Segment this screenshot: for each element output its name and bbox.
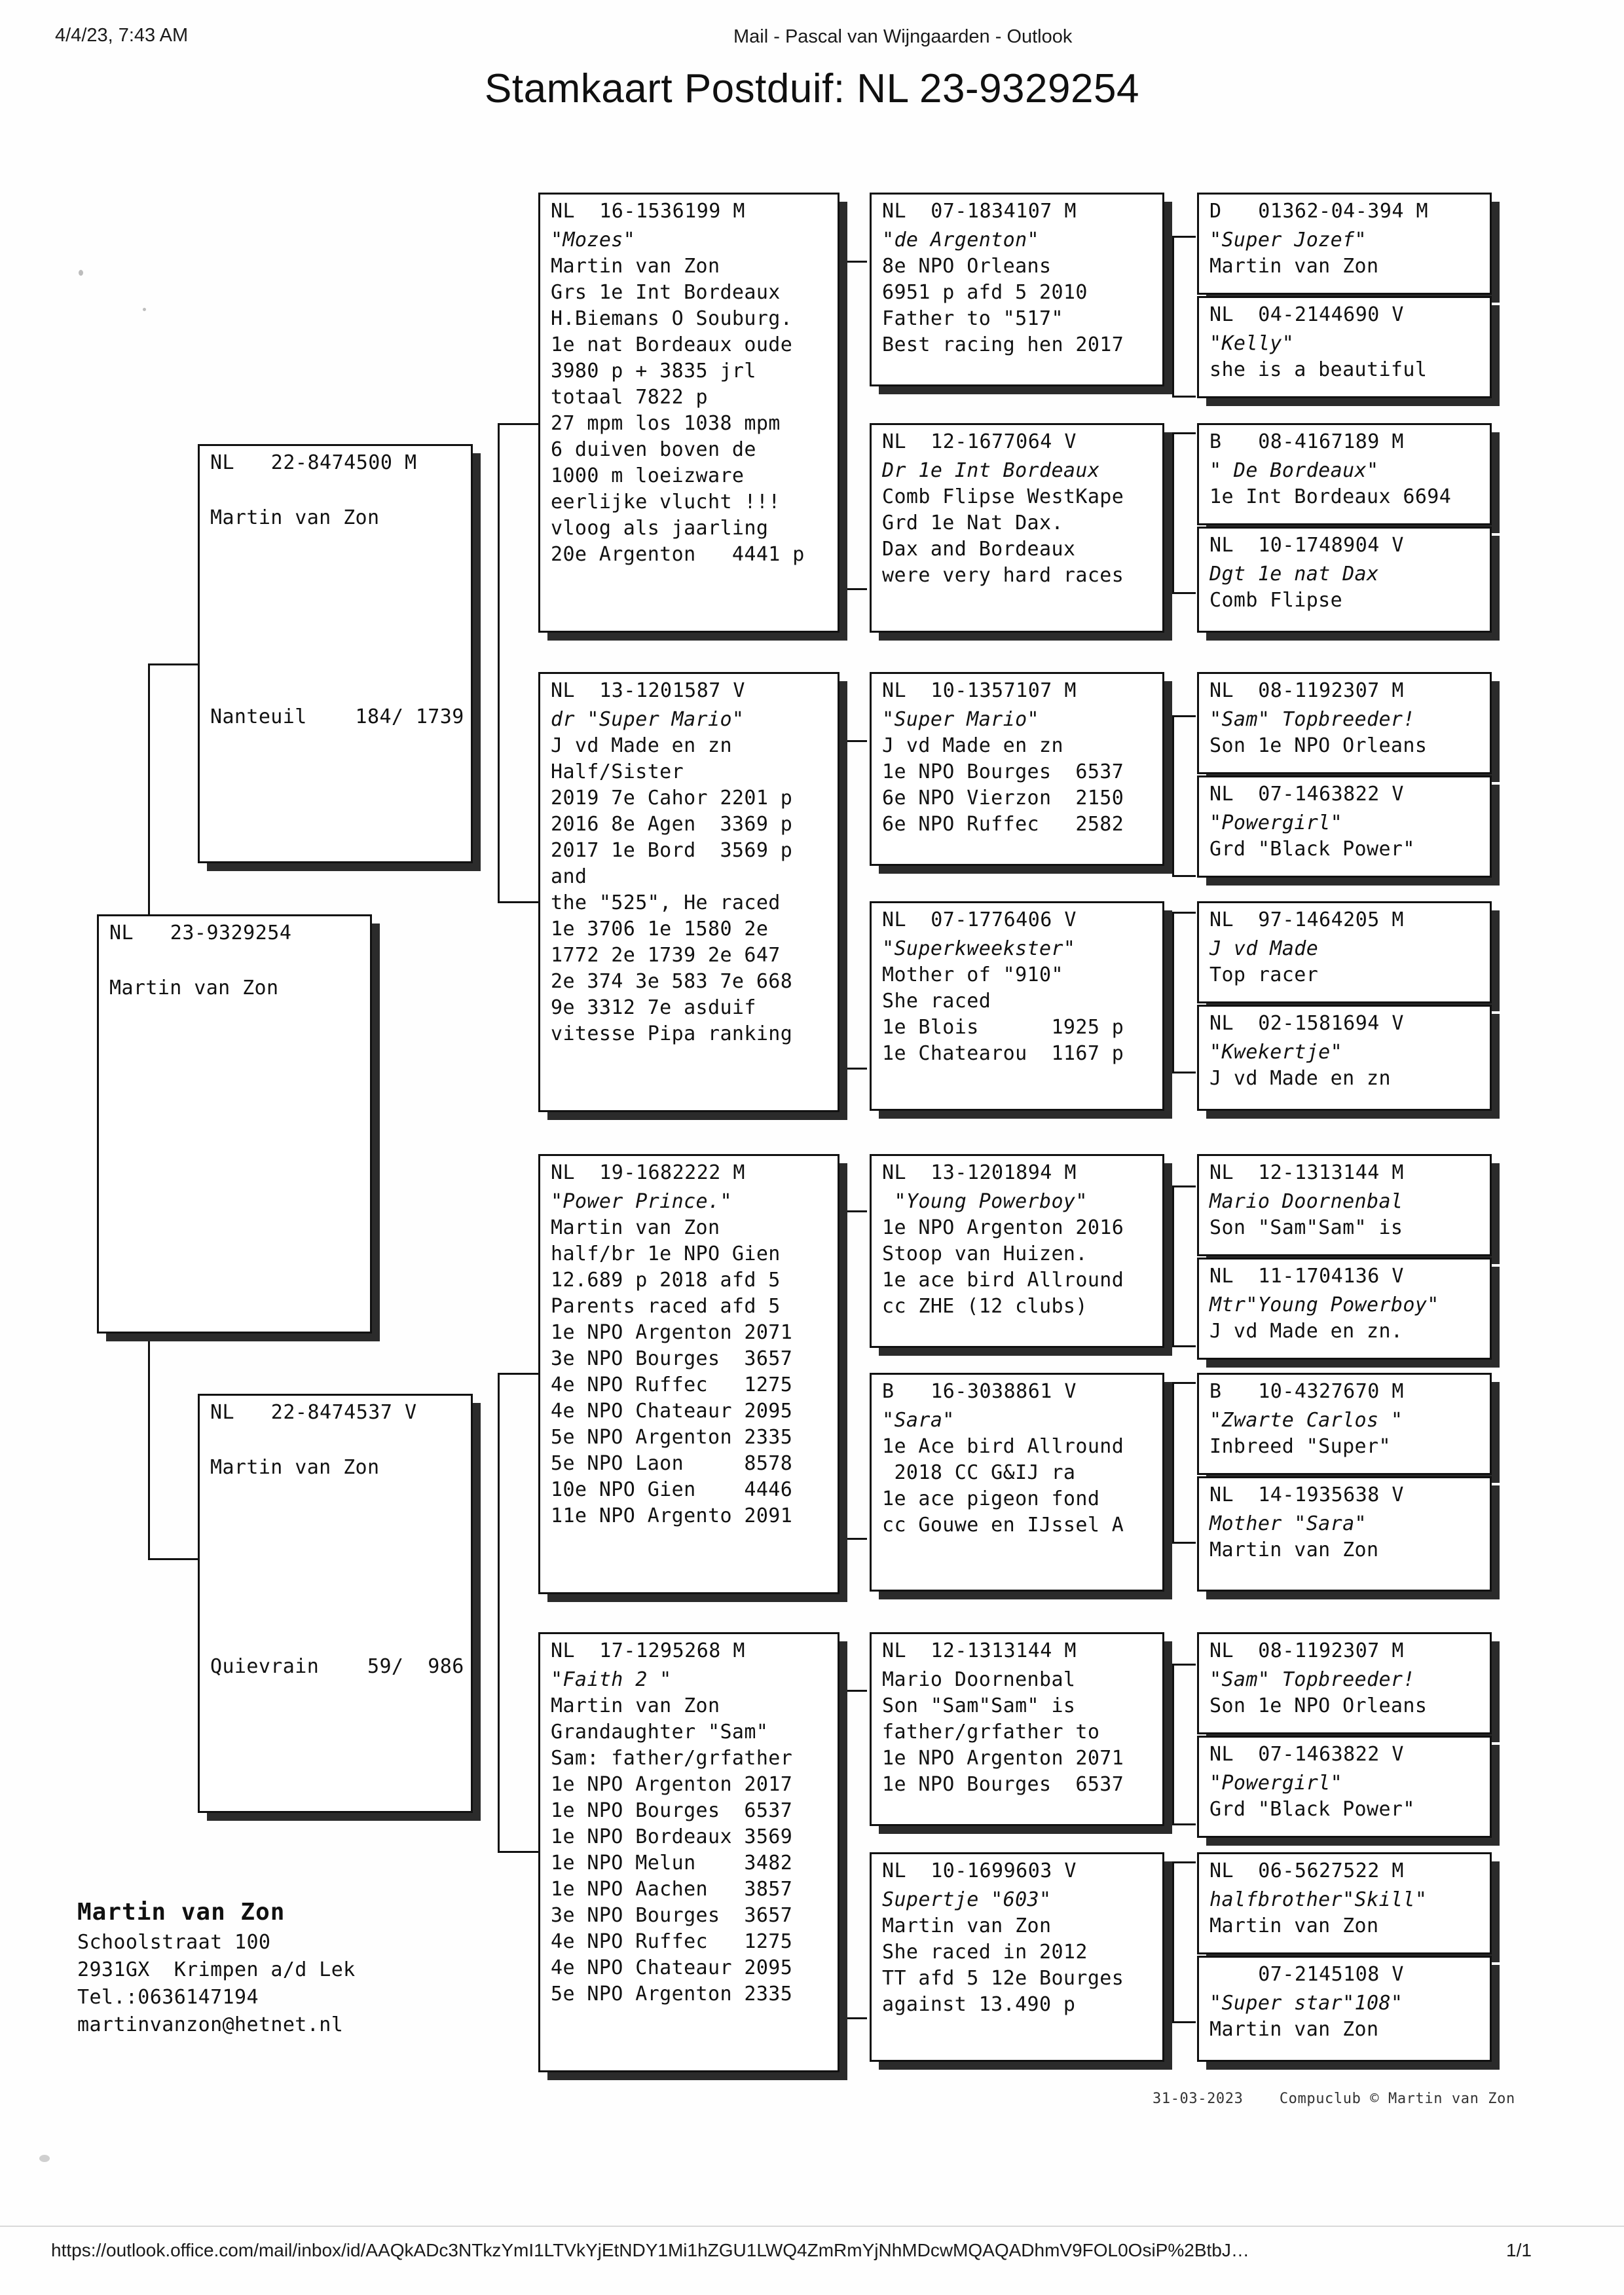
box-text-line: the "525", He raced [551, 891, 781, 914]
box-text-line: and [551, 865, 587, 888]
box-text-line: 4e NPO Chateaur 2095 [551, 1956, 793, 1979]
box-text-line: Grandaughter "Sam" [551, 1721, 769, 1744]
box-text-line: Grd "Black Power" [1209, 1798, 1415, 1821]
connector [1172, 432, 1196, 434]
box-text-line: 1e NPO Argenton 2071 [551, 1321, 793, 1344]
breeder-email: martinvanzon@hetnet.nl [77, 2013, 344, 2036]
box-body [872, 1405, 1162, 1539]
breeder-address [77, 1896, 356, 2039]
box-text-line: 11e NPO Argento 2091 [551, 1504, 793, 1527]
box-text-line: "Powergirl" [1209, 1772, 1343, 1795]
pedigree-box-ggg4[interactable] [1197, 527, 1492, 633]
box-text-line: 6e NPO Ruffec 2582 [882, 813, 1124, 836]
connector [1172, 1072, 1196, 1073]
box-id: D 01362-04-394 M [1209, 200, 1429, 223]
box-text-line: 3e NPO Bourges 3657 [551, 1904, 793, 1927]
box-id: B 10-4327670 M [1209, 1380, 1404, 1403]
browser-tab-title: Mail - Pascal van Wijngaarden - Outlook [733, 26, 1073, 47]
box-text-line: 4e NPO Chateaur 2095 [551, 1400, 793, 1423]
box-text-line: totaal 7822 p [551, 386, 708, 409]
box-text-line: 1e Blois 1925 p [882, 1016, 1124, 1039]
box-text-line: Mother "Sara" [1209, 1512, 1367, 1535]
pedigree-box-subject[interactable] [97, 914, 372, 1334]
pedigree-box-g3[interactable] [538, 1154, 840, 1594]
box-body [872, 1884, 1162, 2018]
box-body [872, 1664, 1162, 1798]
connector [148, 1558, 198, 1560]
connector [1172, 1345, 1196, 1347]
connector [1172, 2021, 1196, 2023]
scan-speck [79, 270, 83, 276]
page-title: Stamkaart Postduif: NL 23-9329254 [485, 66, 1139, 111]
box-text-line: Mario Doornenbal [882, 1668, 1076, 1691]
box-text-line: 6 duiven boven de [551, 438, 756, 461]
box-owner: Martin van Zon [210, 1456, 380, 1479]
pedigree-box-gg8[interactable] [870, 1852, 1164, 2062]
box-text-line: 5e NPO Argenton 2335 [551, 1983, 793, 2006]
box-text-line: 6e NPO Vierzon 2150 [882, 787, 1124, 810]
connector [1172, 236, 1174, 396]
box-text-line: 1e Int Bordeaux 6694 [1209, 485, 1452, 508]
box-text-line: vloog als jaarling [551, 517, 769, 540]
box-text-line: half/br 1e NPO Gien [551, 1242, 781, 1265]
connector [1172, 715, 1174, 875]
box-id: NL 12-1313144 M [882, 1639, 1077, 1662]
box-text-line: 1e Chatearou 1167 p [882, 1042, 1124, 1065]
box-text-line: 4e NPO Ruffec 1275 [551, 1373, 793, 1396]
box-text-line: 1e nat Bordeaux oude [551, 333, 793, 356]
box-body [872, 704, 1162, 838]
box-text-line: Martin van Zon [551, 1216, 720, 1239]
box-text-line: Best racing hen 2017 [882, 333, 1124, 356]
box-text-line: Dr 1e Int Bordeaux [882, 459, 1100, 482]
box-text-line: Stoop van Huizen. [882, 1242, 1088, 1265]
box-id: NL 07-1834107 M [882, 200, 1077, 223]
connector [1172, 1185, 1196, 1187]
box-id: 07-2145108 V [1209, 1963, 1404, 1986]
box-id: NL 07-1776406 V [882, 908, 1077, 931]
box-text-line: J vd Made en zn [882, 734, 1063, 757]
box-text-line: 1e NPO Aachen 3857 [551, 1878, 793, 1901]
pedigree-box-gg5[interactable] [870, 1154, 1164, 1348]
box-owner: Martin van Zon [109, 977, 279, 999]
box-text-line: Inbreed "Super" [1209, 1435, 1391, 1458]
box-id: NL 06-5627522 M [1209, 1859, 1404, 1882]
box-id: NL 17-1295268 M [551, 1639, 745, 1662]
box-text-line: Mario Doornenbal [1209, 1190, 1403, 1213]
box-id: NL 13-1201587 V [551, 679, 745, 702]
pedigree-box-ggg9[interactable] [1197, 1154, 1492, 1256]
box-id: NL 02-1581694 V [1209, 1012, 1404, 1035]
box-id: NL 10-1748904 V [1209, 534, 1404, 557]
box-text-line: Martin van Zon [551, 255, 720, 278]
box-text-line: were very hard races [882, 564, 1124, 587]
box-text-line: "de Argenton" [882, 229, 1039, 252]
box-text-line: "Sam" Topbreeder! [1209, 708, 1415, 731]
box-id: B 08-4167189 M [1209, 430, 1404, 453]
box-body [540, 1664, 838, 2007]
box-id: NL 11-1704136 V [1209, 1265, 1404, 1288]
box-id: NL 12-1313144 M [1209, 1161, 1404, 1184]
box-text-line: 2016 8e Agen 3369 p [551, 813, 793, 836]
breeder-street: Schoolstraat 100 [77, 1931, 271, 1954]
box-body [1199, 455, 1490, 510]
box-text-line: 1e NPO Argenton 2016 [882, 1216, 1124, 1239]
box-id: NL 08-1192307 M [1209, 679, 1404, 702]
connector [1172, 396, 1196, 398]
connector [498, 423, 538, 425]
pedigree-box-gg3[interactable] [870, 672, 1164, 866]
box-body [1199, 225, 1490, 280]
pedigree-box-ggg5[interactable] [1197, 672, 1492, 774]
box-text-line: "Mozes" [551, 229, 636, 252]
box-text-line: 8e NPO Orleans [882, 255, 1052, 278]
box-text-line: 12.689 p 2018 afd 5 [551, 1269, 781, 1292]
box-text-line: 1772 2e 1739 2e 647 [551, 944, 781, 967]
box-text-line: "Super Mario" [882, 708, 1039, 731]
box-text-line: 27 mpm los 1038 mpm [551, 412, 781, 435]
connector [148, 663, 198, 665]
connector [1172, 1382, 1174, 1542]
box-text-line: TT afd 5 12e Bourges [882, 1967, 1124, 1990]
box-text-line: Dgt 1e nat Dax [1209, 563, 1379, 586]
box-text-line: Grd "Black Power" [1209, 838, 1415, 861]
connector [1172, 1861, 1174, 2021]
box-text-line: "Super Jozef" [1209, 229, 1367, 252]
box-text-line: J vd Made en zn. [1209, 1320, 1403, 1343]
box-text-line: 2e 374 3e 583 7e 668 [551, 970, 793, 993]
print-date: 4/4/23, 7:43 AM [55, 25, 189, 46]
connector [1172, 592, 1196, 594]
box-text-line: J vd Made en zn [1209, 1067, 1391, 1090]
box-id: NL 07-1463822 V [1209, 783, 1404, 806]
box-text-line: " De Bordeaux" [1209, 459, 1379, 482]
box-id: NL 13-1201894 M [882, 1161, 1077, 1184]
breeder-name: Martin van Zon [77, 1899, 286, 1926]
connector [1172, 1861, 1196, 1863]
box-text-line: Son "Sam"Sam" is [1209, 1216, 1403, 1239]
box-id: NL 10-1357107 M [882, 679, 1077, 702]
box-text-line: Father to "517" [882, 307, 1063, 330]
box-body [1199, 1405, 1490, 1460]
box-text-line: J vd Made [1209, 937, 1319, 960]
box-body [540, 225, 838, 568]
box-id: NL 23-9329254 [109, 922, 292, 944]
box-body [1199, 933, 1490, 988]
box-text-line: H.Biemans O Souburg. [551, 307, 793, 330]
box-text-line: she is a beautiful [1209, 358, 1428, 381]
box-id: NL 19-1682222 M [551, 1161, 745, 1184]
footer-url[interactable]: https://outlook.office.com/mail/inbox/id/AAQkADc3NTkzYmI1LTVkYjEtNDY1Mi1hZGU1LWQ4ZmRmYjNhMDcwMQAQADhmV9FOL0OsiP%2BtbJ… [51, 2240, 1249, 2260]
pedigree-box-ggg2[interactable] [1197, 296, 1492, 398]
box-text-line: Mother of "910" [882, 963, 1063, 986]
box-id: NL 12-1677064 V [882, 430, 1077, 453]
box-text-line: cc Gouwe en IJssel A [882, 1514, 1124, 1537]
box-text-line: Sam: father/grfather [551, 1747, 793, 1770]
box-id: NL 22-8474537 V [210, 1401, 417, 1424]
breeder-city: 2931GX Krimpen a/d Lek [77, 1958, 356, 1981]
connector [498, 1851, 538, 1853]
box-text-line: Mtr"Young Powerboy" [1209, 1294, 1439, 1316]
software-credit: 31-03-2023 Compuclub © Martin van Zon [1153, 2091, 1515, 2107]
pedigree-box-gg4[interactable] [870, 901, 1164, 1111]
box-text-line: 1e NPO Bourges 6537 [882, 760, 1124, 783]
box-text-line: 20e Argenton 4441 p [551, 543, 805, 566]
connector [1172, 236, 1196, 238]
box-text-line: dr "Super Mario" [551, 708, 745, 731]
pedigree-box-ggg14[interactable] [1197, 1736, 1492, 1838]
box-text-line: vitesse Pipa ranking [551, 1022, 793, 1045]
box-text-line: Supertje "603" [882, 1888, 1052, 1911]
box-text-line: Martin van Zon [1209, 255, 1379, 278]
box-body [872, 455, 1162, 589]
box-text-line: Comb Flipse [1209, 589, 1343, 612]
box-body [1199, 1290, 1490, 1345]
box-text-line: 9e 3312 7e asduif [551, 996, 756, 1019]
connector [1172, 875, 1196, 877]
pedigree-box-gg1[interactable] [870, 193, 1164, 386]
box-text-line: 1e ace bird Allround [882, 1269, 1124, 1292]
box-body [1199, 1186, 1490, 1241]
footer-divider [0, 2226, 1624, 2227]
box-body [540, 1186, 838, 1529]
connector [498, 901, 538, 903]
connector [1172, 1823, 1196, 1825]
connector [1172, 912, 1196, 914]
pedigree-box-g2[interactable] [538, 672, 840, 1112]
box-id: B 16-3038861 V [882, 1380, 1077, 1403]
box-text-line: "Young Powerboy" [882, 1190, 1088, 1213]
box-body [1199, 1664, 1490, 1719]
pedigree-box-gg6[interactable] [870, 1373, 1164, 1592]
box-text-line: "Power Prince." [551, 1190, 732, 1213]
footer-page-number: 1/1 [1506, 2240, 1532, 2260]
box-text-line: "Faith 2 " [551, 1668, 672, 1691]
box-text-line: 1000 m loeizware [551, 464, 745, 487]
pedigree-box-ggg7[interactable] [1197, 901, 1492, 1003]
connector [1172, 1542, 1196, 1544]
connector [498, 1373, 500, 1851]
connector [1172, 1185, 1174, 1345]
box-text-line: "Sara" [882, 1409, 955, 1432]
box-text-line: eerlijke vlucht !!! [551, 491, 781, 513]
box-text-line: Top racer [1209, 963, 1319, 986]
box-text-line: Martin van Zon [1209, 1539, 1379, 1561]
box-text-line: "Superkweekster" [882, 937, 1076, 960]
scan-speck [143, 308, 146, 311]
box-text-line: Son "Sam"Sam" is [882, 1694, 1076, 1717]
box-text-line: 1e NPO Bourges 6537 [551, 1799, 793, 1822]
box-text-line: against 13.490 p [882, 1993, 1076, 2016]
box-body [1199, 704, 1490, 759]
box-body [1199, 1768, 1490, 1823]
connector [1172, 1664, 1174, 1823]
box-text-line: Martin van Zon [1209, 2018, 1379, 2041]
box-race-result: Nanteuil 184/ 1739 [210, 705, 464, 728]
box-id: NL 08-1192307 M [1209, 1639, 1404, 1662]
connector [498, 423, 500, 901]
box-id: NL 16-1536199 M [551, 200, 745, 223]
pedigree-box-ggg11[interactable] [1197, 1373, 1492, 1475]
box-text-line: 6951 p afd 5 2010 [882, 281, 1088, 304]
box-text-line: 4e NPO Ruffec 1275 [551, 1930, 793, 1953]
pedigree-box-ggg10[interactable] [1197, 1258, 1492, 1360]
box-text-line: 2017 1e Bord 3569 p [551, 839, 793, 862]
pedigree-box-ggg8[interactable] [1197, 1005, 1492, 1111]
box-text-line: "Kelly" [1209, 332, 1295, 355]
connector [1172, 432, 1174, 592]
connector [1172, 912, 1174, 1072]
box-body [872, 225, 1162, 358]
box-text-line: cc ZHE (12 clubs) [882, 1295, 1088, 1318]
pedigree-box-ggg6[interactable] [1197, 775, 1492, 878]
box-text-line: halfbrother"Skill" [1209, 1888, 1428, 1911]
box-body [540, 704, 838, 1047]
pedigree-box-sire[interactable] [198, 444, 473, 863]
pedigree-box-ggg13[interactable] [1197, 1632, 1492, 1734]
box-text-line: "Kwekertje" [1209, 1041, 1343, 1064]
box-text-line: 1e 3706 1e 1580 2e [551, 918, 769, 941]
box-text-line: J vd Made en zn [551, 734, 732, 757]
box-id: NL 14-1935638 V [1209, 1483, 1404, 1506]
scan-speck [39, 2155, 50, 2162]
box-id: NL 22-8474500 M [210, 451, 417, 474]
box-text-line: Grs 1e Int Bordeaux [551, 281, 781, 304]
breeder-phone: Tel.:0636147194 [77, 1986, 259, 2009]
box-text-line: Grd 1e Nat Dax. [882, 512, 1063, 534]
box-text-line: 1e NPO Bourges 6537 [882, 1773, 1124, 1796]
pedigree-box-ggg3[interactable] [1197, 423, 1492, 525]
box-body [872, 1186, 1162, 1320]
box-text-line: 1e NPO Argenton 2071 [882, 1747, 1124, 1770]
pedigree-box-gg7[interactable] [870, 1632, 1164, 1826]
box-text-line: father/grfather to [882, 1721, 1100, 1744]
box-text-line: 10e NPO Gien 4446 [551, 1478, 793, 1501]
box-text-line: Parents raced afd 5 [551, 1295, 781, 1318]
pedigree-box-ggg12[interactable] [1197, 1476, 1492, 1592]
box-text-line: 1e NPO Argenton 2017 [551, 1773, 793, 1796]
box-text-line: 5e NPO Laon 8578 [551, 1452, 793, 1475]
box-text-line: 5e NPO Argenton 2335 [551, 1426, 793, 1449]
box-text-line: Comb Flipse WestKape [882, 485, 1124, 508]
box-text-line: Dax and Bordeaux [882, 538, 1076, 561]
box-body [1199, 559, 1490, 614]
box-id: NL 10-1699603 V [882, 1859, 1077, 1882]
box-body [1199, 1988, 1490, 2043]
box-body [1199, 1884, 1490, 1939]
box-text-line: 2019 7e Cahor 2201 p [551, 787, 793, 810]
box-body [1199, 1037, 1490, 1092]
box-owner: Martin van Zon [210, 506, 380, 529]
box-body [1199, 808, 1490, 863]
box-id: NL 07-1463822 V [1209, 1743, 1404, 1766]
box-text-line: 3e NPO Bourges 3657 [551, 1347, 793, 1370]
box-text-line: Martin van Zon [551, 1694, 720, 1717]
connector [1172, 1664, 1196, 1666]
pedigree-box-g4[interactable] [538, 1632, 840, 2072]
box-text-line: Son 1e NPO Orleans [1209, 734, 1428, 757]
box-text-line: Son 1e NPO Orleans [1209, 1694, 1428, 1717]
box-text-line: Martin van Zon [882, 1914, 1052, 1937]
box-text-line: 1e Ace bird Allround [882, 1435, 1124, 1458]
box-text-line: She raced in 2012 [882, 1941, 1088, 1964]
pedigree-box-g1[interactable] [538, 193, 840, 633]
box-text-line: 1e ace pigeon fond [882, 1487, 1100, 1510]
pedigree-box-ggg16[interactable] [1197, 1956, 1492, 2062]
box-id: NL 04-2144690 V [1209, 303, 1404, 326]
box-id: NL 97-1464205 M [1209, 908, 1404, 931]
box-text-line: 2018 CC G&IJ ra [882, 1461, 1076, 1484]
box-body [1199, 328, 1490, 383]
pedigree-box-ggg15[interactable] [1197, 1852, 1492, 1954]
box-text-line: 3980 p + 3835 jrl [551, 360, 756, 382]
box-text-line: 1e NPO Melun 3482 [551, 1852, 793, 1875]
connector [498, 1373, 538, 1375]
connector [1172, 715, 1196, 717]
pedigree-box-ggg1[interactable] [1197, 193, 1492, 295]
pedigree-box-dam[interactable] [198, 1394, 473, 1813]
box-race-result: Quievrain 59/ 986 [210, 1655, 464, 1678]
box-text-line: "Super star"108" [1209, 1992, 1403, 2015]
connector [1172, 1382, 1196, 1384]
box-text-line: "Sam" Topbreeder! [1209, 1668, 1415, 1691]
box-text-line: 1e NPO Bordeaux 3569 [551, 1825, 793, 1848]
box-text-line: She raced [882, 990, 991, 1013]
box-text-line: Half/Sister [551, 760, 684, 783]
box-body [1199, 1508, 1490, 1563]
pedigree-box-gg2[interactable] [870, 423, 1164, 633]
box-body [872, 933, 1162, 1067]
box-text-line: Martin van Zon [1209, 1914, 1379, 1937]
box-text-line: "Powergirl" [1209, 812, 1343, 834]
box-text-line: "Zwarte Carlos " [1209, 1409, 1403, 1432]
